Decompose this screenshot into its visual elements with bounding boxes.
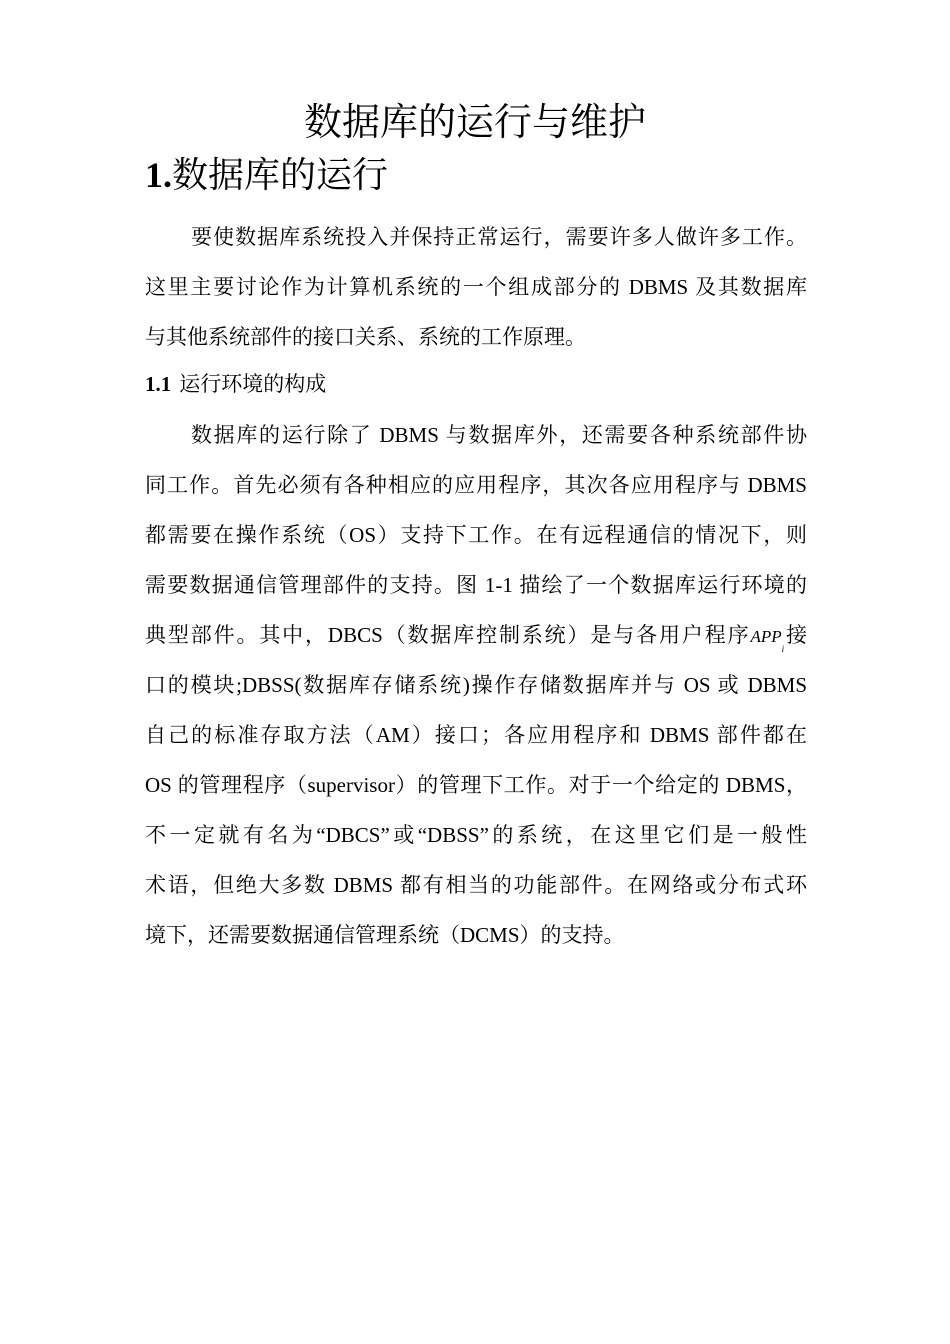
math-symbol: APP: [750, 627, 782, 646]
math-subscript: i: [781, 644, 785, 654]
section-heading-1: [145, 150, 388, 200]
paragraph-2: [145, 410, 807, 960]
paragraph-line: 术语，但绝大多数 DBMS 都有相当的功能部件。在网络或分布式环: [145, 873, 807, 897]
math-expression: [750, 627, 785, 654]
paragraph-1: [145, 212, 807, 362]
line-text-before-math: 典型部件。其中，DBCS（数据库控制系统）是与各用户程序: [145, 623, 751, 647]
subsection-number: 1.1: [145, 372, 172, 396]
paragraph-line: 同工作。首先必须有各种相应的应用程序，其次各应用程序与 DBMS: [145, 473, 807, 497]
section-number: 1.: [145, 155, 172, 195]
paragraph-line: 口的模块;DBSS(数据库存储系统)操作存储数据库并与 OS 或 DBMS: [145, 673, 807, 697]
paragraph-line: 自己的标准存取方法（AM）接口；各应用程序和 DBMS 部件都在: [145, 723, 807, 747]
paragraph-line-with-math: [145, 610, 807, 660]
paragraph-line: 需要数据通信管理部件的支持。图 1-1 描绘了一个数据库运行环境的: [145, 573, 807, 597]
paragraph-line: 境下，还需要数据通信管理系统（DCMS）的支持。: [145, 923, 625, 947]
paragraph-line: 数据库的运行除了 DBMS 与数据库外，还需要各种系统部件协: [191, 423, 807, 447]
section-title: 数据库的运行: [172, 155, 389, 195]
document-title: 数据库的运行与维护: [303, 102, 646, 144]
paragraph-line: 都需要在操作系统（OS）支持下工作。在有远程通信的情况下，则: [145, 523, 807, 547]
paragraph-line: OS 的管理程序（supervisor）的管理下工作。对于一个给定的 DBMS，: [145, 773, 807, 797]
paragraph-line: 不一定就有名为“DBCS”或“DBSS”的系统，在这里它们是一般性: [145, 823, 807, 847]
subsection-title: 运行环境的构成: [179, 372, 327, 396]
paragraph-line: 这里主要讨论作为计算机系统的一个组成部分的 DBMS 及其数据库: [145, 275, 807, 299]
line-text-after-math: 接: [784, 623, 808, 647]
section-heading-1-1: [145, 368, 326, 400]
paragraph-line: 要使数据库系统投入并保持正常运行，需要许多人做许多工作。: [191, 225, 807, 249]
paragraph-line: 与其他系统部件的接口关系、系统的工作原理。: [145, 325, 586, 349]
